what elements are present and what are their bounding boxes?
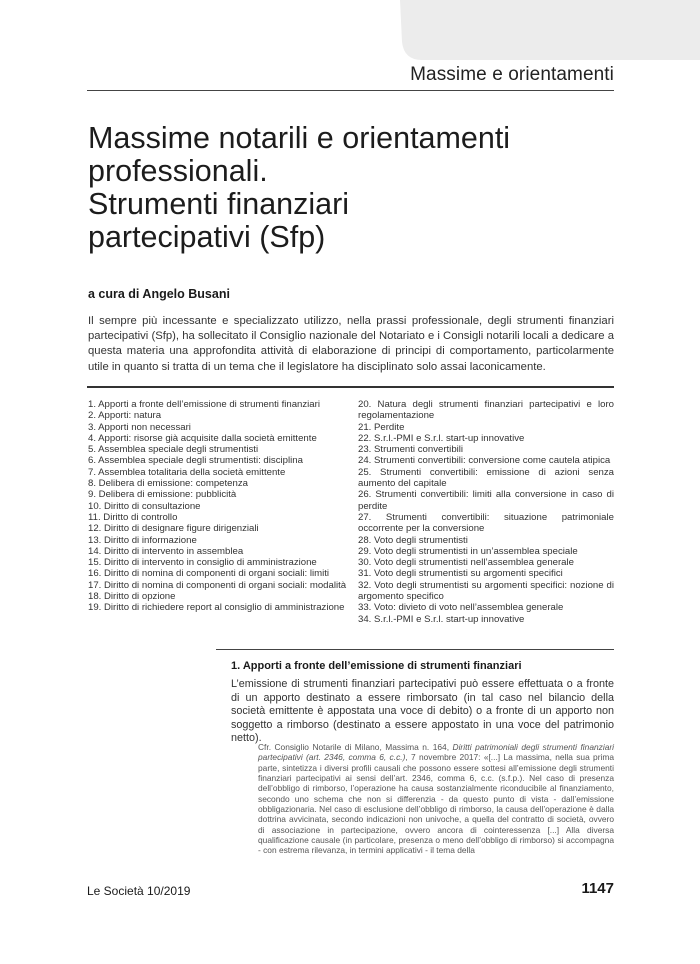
title-line: partecipativi (Sfp)	[88, 220, 326, 254]
toc-item: 7. Assemblea totalitaria della società emittente	[88, 466, 286, 478]
title-line: Strumenti finanziari	[88, 187, 350, 221]
note-cited-title: Diritti patrimoniali degli strumenti finanziari partecipativi (art. 2346, comma 6, c.c.)	[258, 742, 614, 763]
toc-item: 21. Perdite	[358, 421, 405, 433]
note-prefix: Cfr. Consiglio Notarile di Milano, Massima n. 164,	[258, 742, 453, 752]
toc-item: 8. Delibera di emissione: competenza	[88, 478, 248, 490]
section-tag: Massime e orientamenti	[410, 64, 614, 85]
title-line: Massime notarili e orientamenti	[88, 121, 511, 155]
toc-item: 30. Voto degli strumentisti nell’assemblea generale	[358, 557, 574, 569]
corner-tab-decoration	[400, 0, 700, 60]
toc-item: 10. Diritto di consultazione	[88, 500, 201, 512]
note-text: , 7 novembre 2017: «[...] La massima, nella sua prima parte, sintetizza i diversi profili causali che possono essere sottesi all’emissione degli strumenti finanziari partecipativi ai sensi dell’art. 2346, comma 6, c.c. (s.f.p.). Nel caso di presenza dell’obbligo di rimborso, l’operazione ha causa sostanzialmente riconducibile al finanziamento, secondo uno schema che non si differenzia - da questo punto di vista - dall’emissione obbligazionaria. Nel caso di esclusione dell’obbligo di rimborso, la causa dell’operazione è dalla dottrina avvicinata, secondo indicazioni non univoche, a quella del contratto di società, ovvero di associazione in partecipazione, ovvero ancora di cointeressenza [...] Alla diversa qualificazione causale (in particolare, presenza o meno dell’obbligo di rimborso) si accompagna - con estrema rilevanza, in termini applicativi - il tema della	[258, 752, 614, 856]
toc-item: 4. Apporti: risorse già acquisite dalla società emittente	[88, 432, 317, 444]
toc-item: 29. Voto degli strumentisti in un’assemblea speciale	[358, 545, 578, 557]
title-line: professionali.	[88, 154, 268, 188]
header-rule	[87, 90, 614, 91]
toc-left-column	[88, 399, 350, 614]
toc-item: 20. Natura degli strumenti finanziari partecipativi e loro regolamentazione	[358, 399, 614, 422]
toc-item: 1. Apporti a fronte dell’emissione di strumenti finanziari	[88, 399, 320, 410]
footer-journal: Le Società 10/2019	[87, 884, 191, 898]
toc-item: 25. Strumenti convertibili: emissione di azioni senza aumento del capitale	[358, 466, 614, 490]
toc-item: 13. Diritto di informazione	[88, 534, 197, 546]
toc-item: 33. Voto: divieto di voto nell’assemblea generale	[358, 602, 564, 614]
toc-item: 34. S.r.l.-PMI e S.r.l. start-up innovative	[358, 613, 525, 625]
toc-item: 3. Apporti non necessari	[88, 421, 191, 433]
toc-item: 31. Voto degli strumentisti su argomenti specifici	[358, 568, 563, 580]
toc-rule	[87, 386, 614, 388]
toc-item: 28. Voto degli strumentisti	[358, 534, 468, 546]
article-title	[88, 122, 628, 254]
toc-item: 5. Assemblea speciale degli strumentisti	[88, 444, 259, 456]
footnote-citation	[258, 742, 614, 856]
toc-item: 27. Strumenti convertibili: situazione patrimoniale occorrente per la conversione	[358, 511, 614, 535]
toc-item: 15. Diritto di intervento in consiglio di amministrazione	[88, 557, 317, 569]
toc-item: 17. Diritto di nomina di componenti di organi sociali: modalità	[88, 579, 347, 591]
toc-item: 24. Strumenti convertibili: conversione come cautela atipica	[358, 455, 611, 467]
toc-item: 22. S.r.l.-PMI e S.r.l. start-up innovative	[358, 432, 525, 444]
toc-item: 18. Diritto di opzione	[88, 591, 176, 603]
section-rule	[216, 649, 614, 650]
toc-item: 16. Diritto di nomina di componenti di organi sociali: limiti	[88, 568, 330, 580]
toc-item: 12. Diritto di designare figure dirigenziali	[88, 523, 259, 535]
section-heading: 1. Apporti a fronte dell’emissione di strumenti finanziari	[231, 660, 522, 672]
toc-item: 6. Assemblea speciale degli strumentisti: disciplina	[88, 455, 303, 467]
section-paragraph: L’emissione di strumenti finanziari partecipativi può essere effettuata o a fronte di un apporto destinato a essere rimborsato (in tal caso nel bilancio della società emittente è appostata una voce di debito) o a fronte di un apporto non soggetto a rimborso (destinato a essere appostato in una voce del patrimonio netto).	[231, 678, 614, 744]
toc-item: 14. Diritto di intervento in assemblea	[88, 545, 244, 557]
toc-item: 9. Delibera di emissione: pubblicità	[88, 489, 237, 501]
page-number: 1147	[581, 880, 614, 897]
toc-item: 19. Diritto di richiedere report al consiglio di amministrazione	[88, 602, 345, 614]
toc-item: 11. Diritto di controllo	[88, 511, 178, 523]
article-author: a cura di Angelo Busani	[88, 287, 230, 301]
toc-item: 2. Apporti: natura	[88, 410, 162, 422]
toc-item: 32. Voto degli strumentisti su argomenti specifici: nozione di argomento specifico	[358, 579, 614, 603]
toc-item: 26. Strumenti convertibili: limiti alla conversione in caso di perdite	[358, 489, 614, 512]
toc-item: 23. Strumenti convertibili	[358, 444, 464, 456]
article-abstract: Il sempre più incessante e specializzato utilizzo, nella prassi professionale, degli strumenti finanziari partecipativi (Sfp), ha sollecitato il Consiglio nazionale del Notariato e i Consigli notarili locali a dedicare a questa materia una approfondita attività di elaborazione di principi di comportamento, particolarmente utile in quanto si tratta di un tema che il legislatore ha disciplinato solo assai laconicamente.	[88, 315, 614, 373]
toc-right-column	[358, 399, 614, 625]
